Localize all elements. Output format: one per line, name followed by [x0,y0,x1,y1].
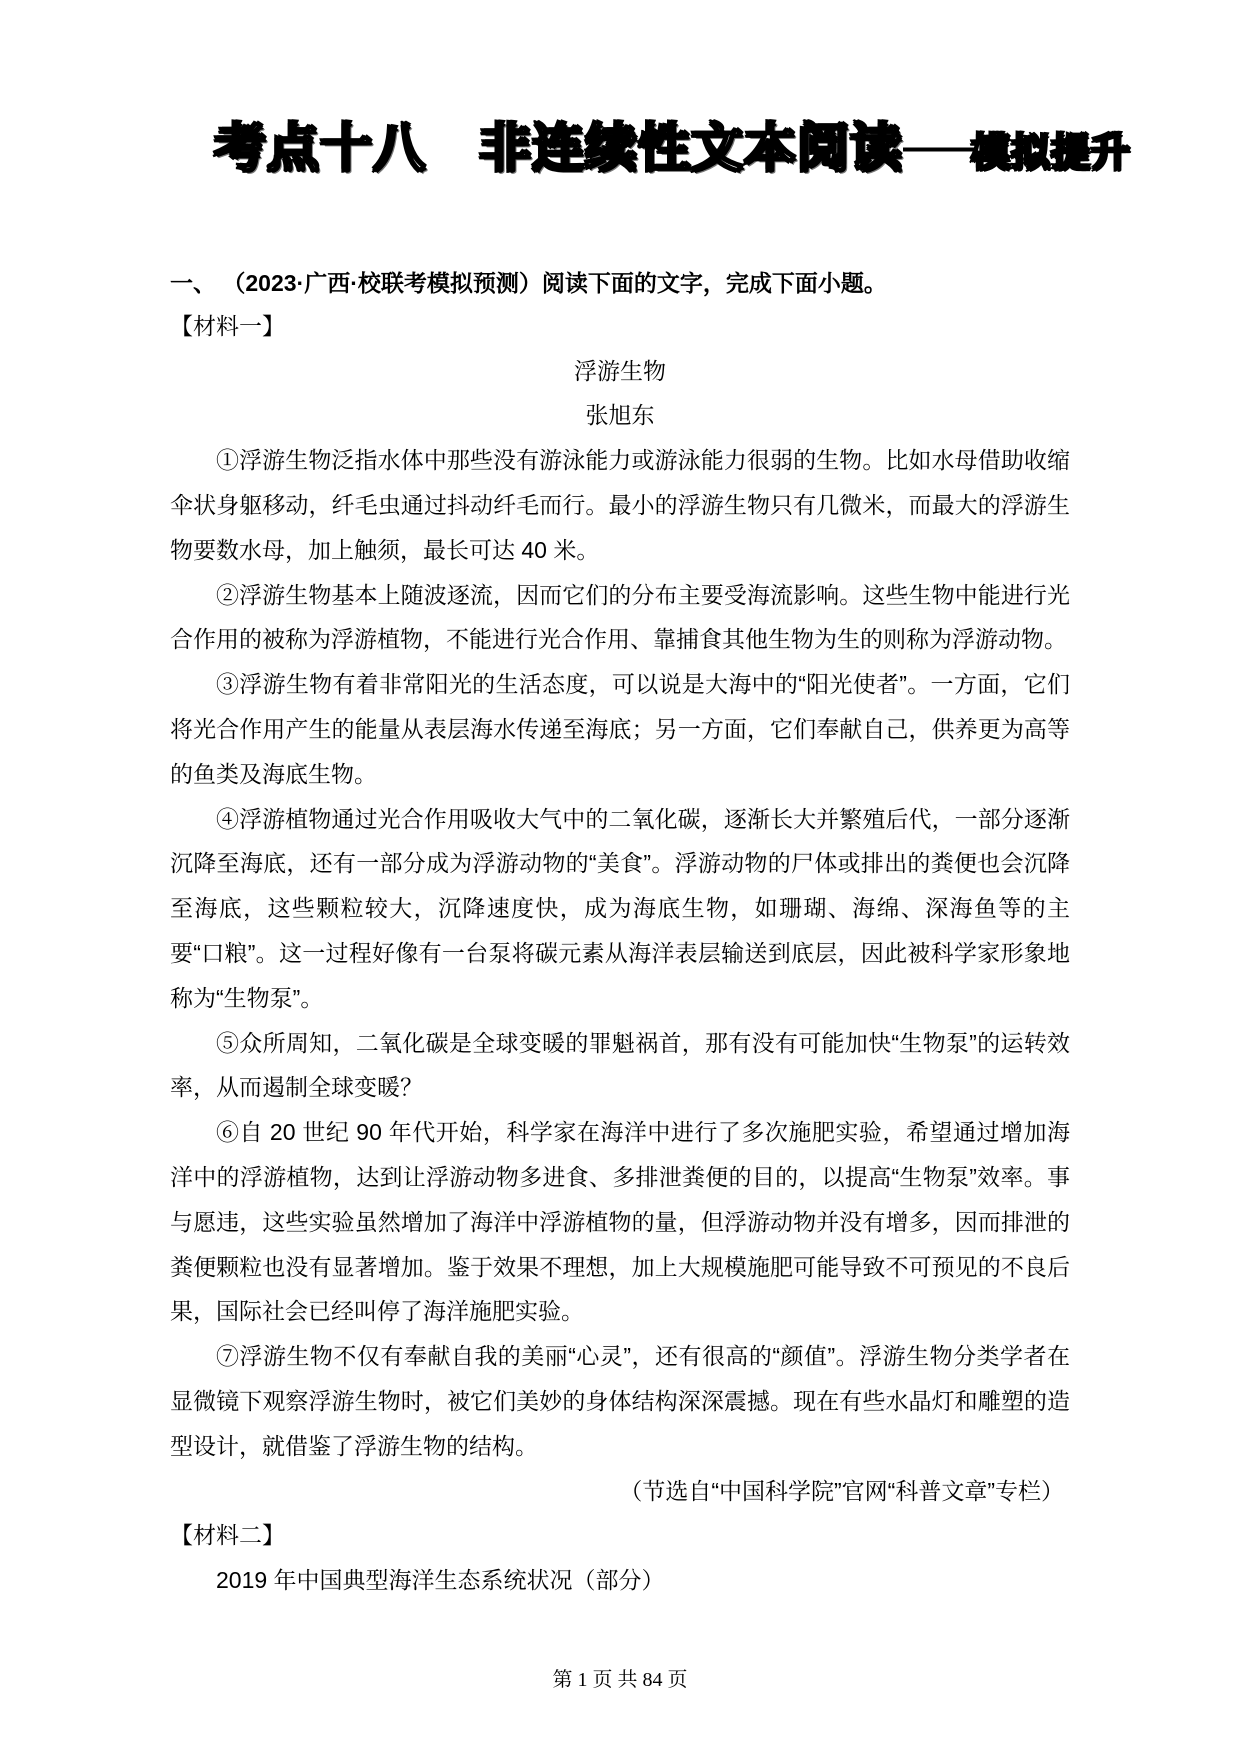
document-title-main: 考点十八 非连续性文本阅读 [214,120,904,178]
paragraph-6: ⑥自 20 世纪 90 年代开始，科学家在海洋中进行了多次施肥实验，希望通过增加海洋中的浮游植物，达到让浮游动物多进食、多排泄粪便的目的，以提高“生物泵”效率。事与愿违，这些实验虽然增加了海洋中浮游植物的量，但浮游动物并没有增多，因而排泄的粪便颗粒也没有显著增加。鉴于效果不理想，加上大规模施肥可能导致不可预见的不良后果，国际社会已经叫停了海洋施肥实验。 [170,1119,1070,1325]
article-title: 浮游生物 [574,357,666,384]
document-body [170,304,1070,1603]
page-footer [0,1663,1240,1692]
section-heading: 一、 （2023·广西·校联考模拟预测）阅读下面的文字，完成下面小题。 [170,269,887,296]
paragraph-3: ③浮游生物有着非常阳光的生活态度，可以说是大海中的“阳光使者”。一方面，它们将光合作用产生的能量从表层海水传递至海底；另一方面，它们奉献自己，供养更为高等的鱼类及海底生物。 [170,671,1070,787]
material2-label: 【材料二】 [170,1522,285,1549]
document-title-dash: —— [903,125,972,169]
paragraph-2: ②浮游生物基本上随波逐流，因而它们的分布主要受海流影响。这些生物中能进行光合作用的被称为浮游植物，不能进行光合作用、靠捕食其他生物为生的则称为浮游动物。 [170,581,1070,653]
material1-label: 【材料一】 [170,312,285,339]
material2-caption: 2019 年中国典型海洋生态系统状况（部分） [216,1567,665,1594]
paragraph-7: ⑦浮游生物不仅有奉献自我的美丽“心灵”，还有很高的“颜值”。浮游生物分类学者在显微镜下观察浮游生物时，被它们美妙的身体结构深深震撼。现在有些水晶灯和雕塑的造型设计，就借鉴了浮游生物的结构。 [170,1343,1070,1459]
paragraph-4: ④浮游植物通过光合作用吸收大气中的二氧化碳，逐渐长大并繁殖后代，一部分逐渐沉降至海底，还有一部分成为浮游动物的“美食”。浮游动物的尸体或排出的粪便也会沉降至海底，这些颗粒较大，沉降速度快，成为海底生物，如珊瑚、海绵、深海鱼等的主要“口粮”。这一过程好像有一台泵将碳元素从海洋表层输送到底层，因此被科学家形象地称为“生物泵”。 [170,805,1070,1011]
paragraph-1: ①浮游生物泛指水体中那些没有游泳能力或游泳能力很弱的生物。比如水母借助收缩伞状身躯移动，纤毛虫通过抖动纤毛而行。最小的浮游生物只有几微米，而最大的浮游生物要数水母，加上触须，最长可达 40 米。 [170,447,1070,563]
article-author: 张旭东 [585,402,655,429]
paragraph-5: ⑤众所周知，二氧化碳是全球变暖的罪魁祸首，那有没有可能加快“生物泵”的运转效率，从而遏制全球变暖？ [170,1029,1070,1101]
page-number: 第 1 页 共 84 页 [552,1669,688,1691]
document-title-sub: 模拟提升 [971,132,1132,175]
document-title [170,120,1132,180]
source-attribution: （节选自“中国科学院”官网“科普文章”专栏） [619,1477,1064,1504]
